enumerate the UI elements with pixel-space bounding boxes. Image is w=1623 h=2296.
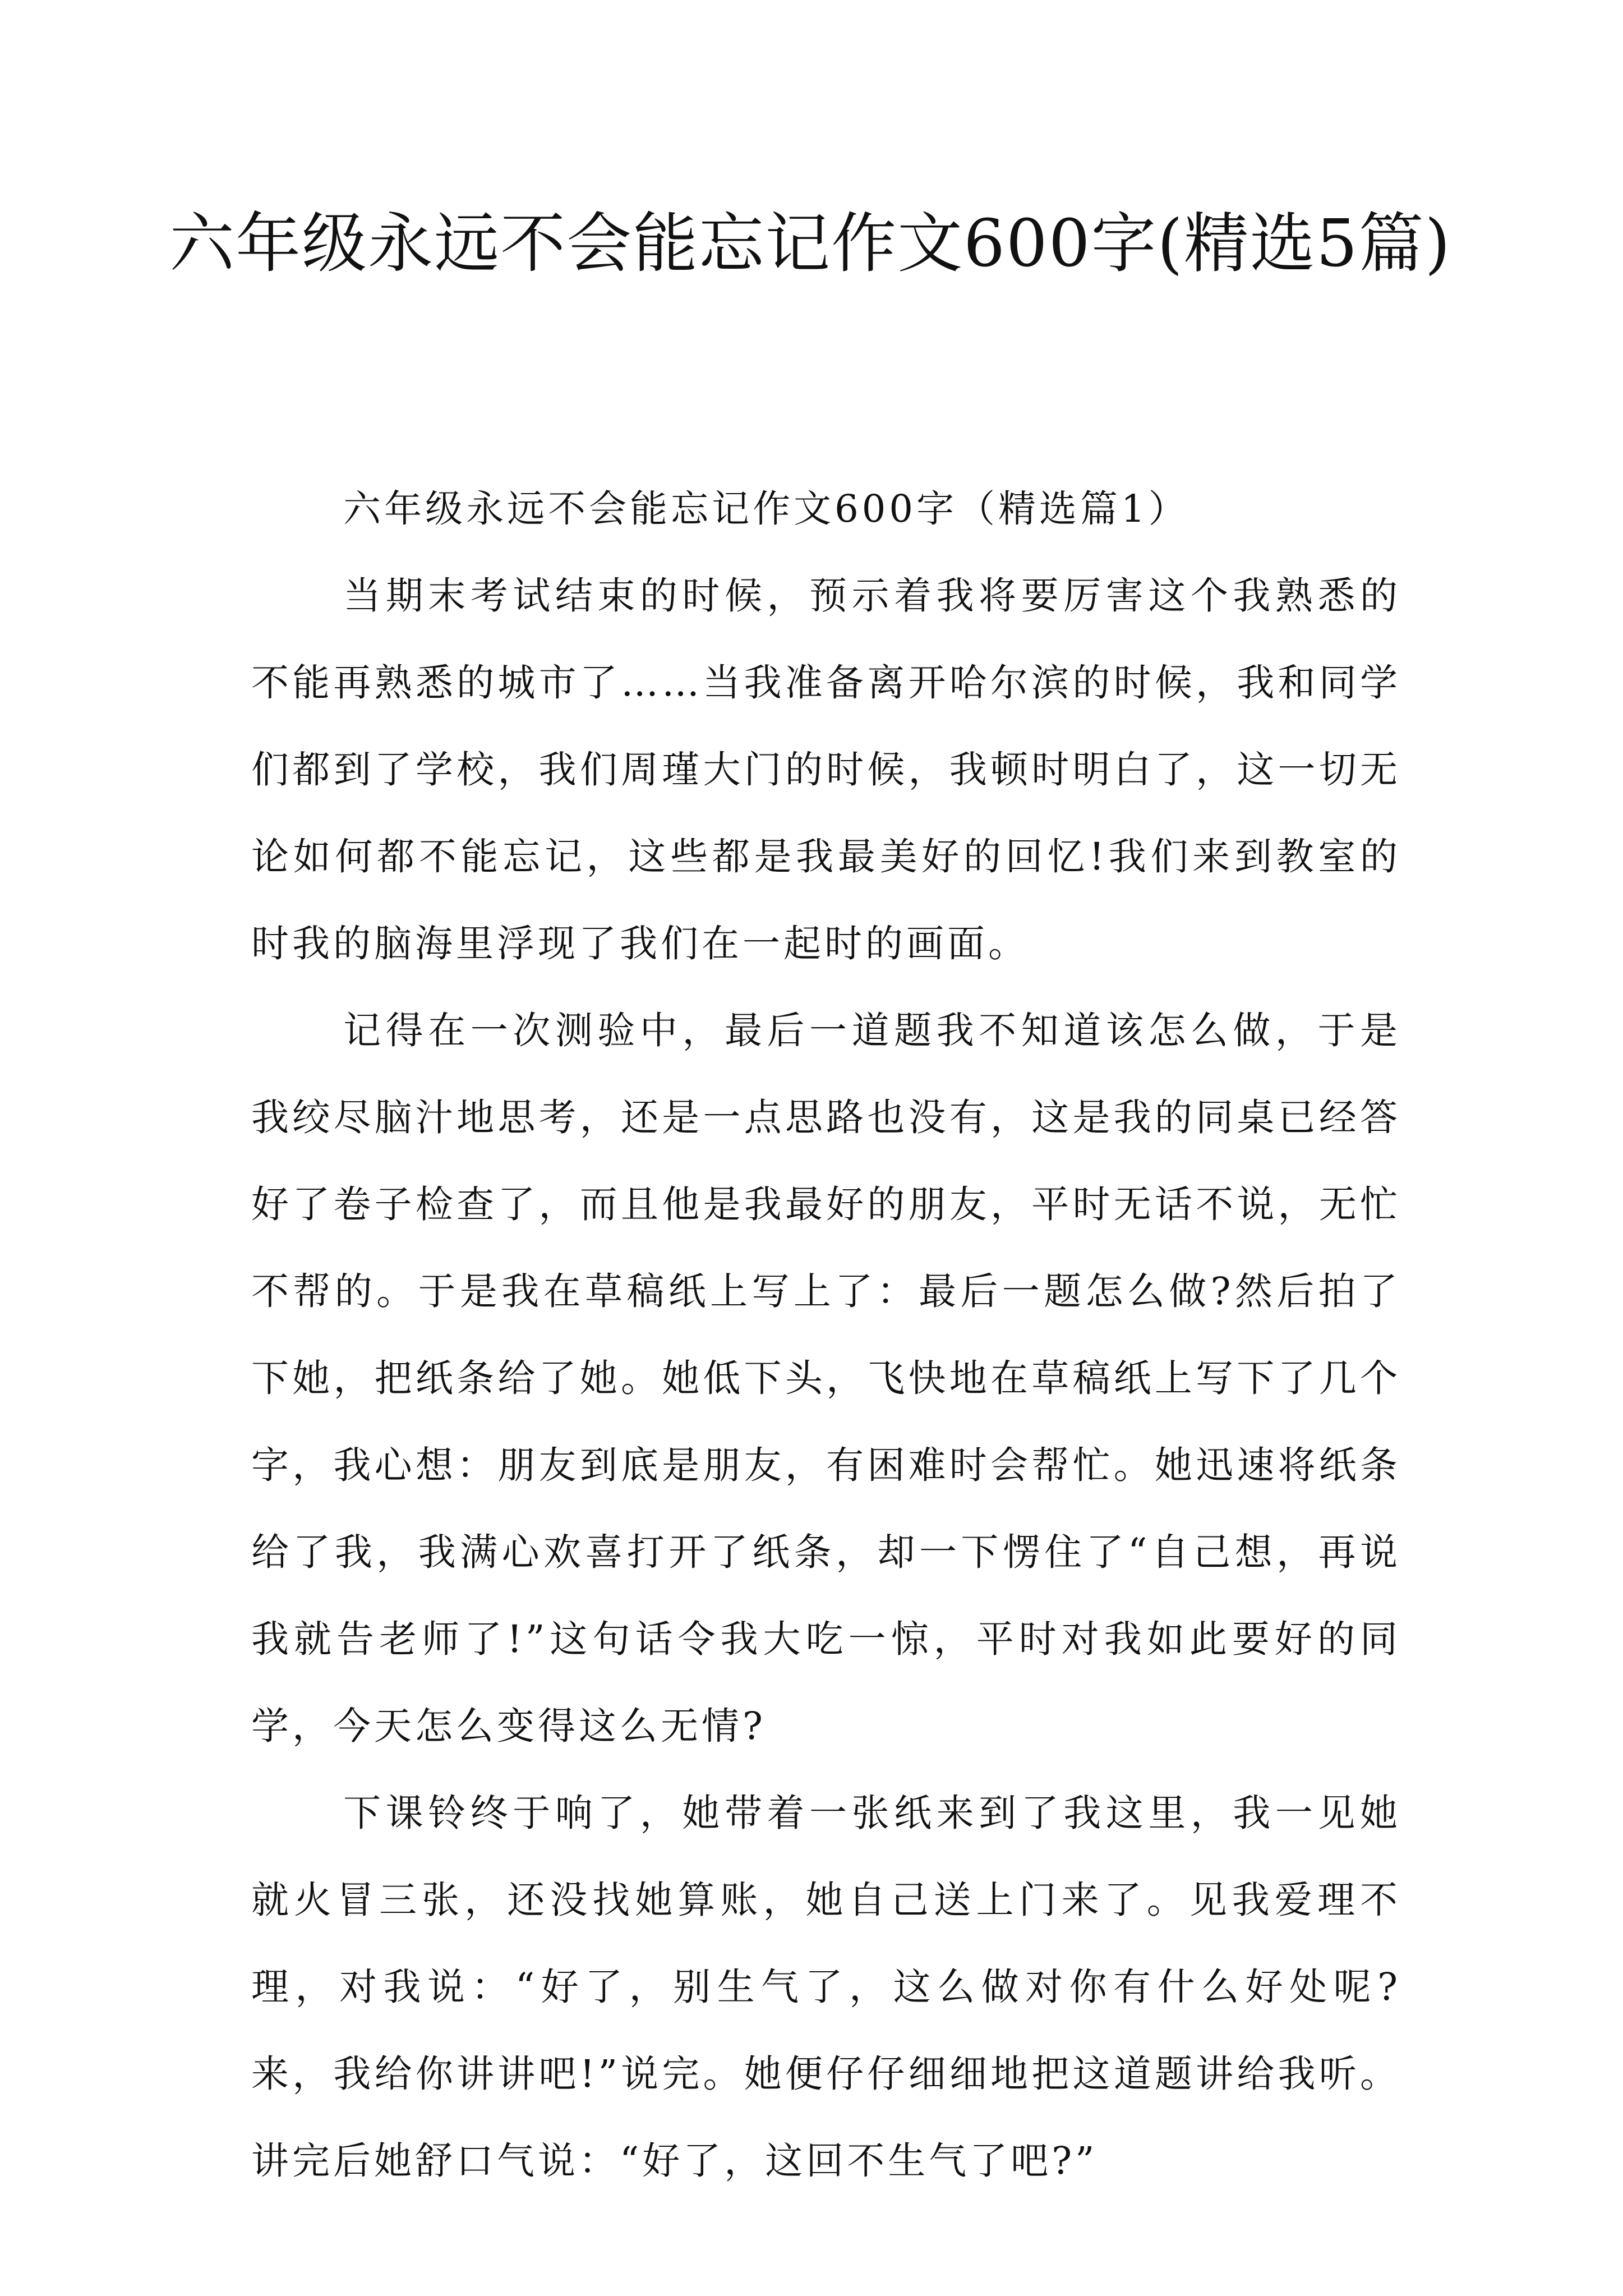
- document-title: 六年级永远不会能忘记作文600字(精选5篇): [169, 206, 1451, 282]
- section-subtitle: 六年级永远不会能忘记作文600字（精选篇1）: [343, 487, 1189, 531]
- paragraph-3: 下课铃终于响了，她带着一张纸来到了我这里，我一见她就火冒三张，还没找她算账，她自己送上门来了。见我爱理不理，对我说：“好了，别生气了，这么做对你有什么好处呢?来，我给你讲讲吧!”说完。她便仔仔细细地把这道题讲给我听。讲完后她舒口气说：“好了，这回不生气了吧?”: [251, 1791, 1401, 2183]
- paragraph-1: 当期末考试结束的时候，预示着我将要厉害这个我熟悉的不能再熟悉的城市了……当我准备离开哈尔滨的时候，我和同学们都到了学校，我们周瑾大门的时候，我顿时明白了，这一切无论如何都不能忘记，这些都是我最美好的回忆!我们来到教室的时我的脑海里浮现了我们在一起时的画面。: [251, 574, 1401, 965]
- document-body: [251, 466, 1401, 2205]
- paragraph-2: 记得在一次测验中，最后一道题我不知道该怎么做，于是我绞尽脑汁地思考，还是一点思路也没有，这是我的同桌已经答好了卷子检查了，而且他是我最好的朋友，平时无话不说，无忙不帮的。于是我在草稿纸上写上了：最后一题怎么做?然后拍了下她，把纸条给了她。她低下头，飞快地在草稿纸上写下了几个字，我心想：朋友到底是朋友，有困难时会帮忙。她迅速将纸条给了我，我满心欢喜打开了纸条，却一下愣住了“自己想，再说我就告老师了!”这句话令我大吃一惊，平时对我如此要好的同学，今天怎么变得这么无情?: [251, 1009, 1401, 1748]
